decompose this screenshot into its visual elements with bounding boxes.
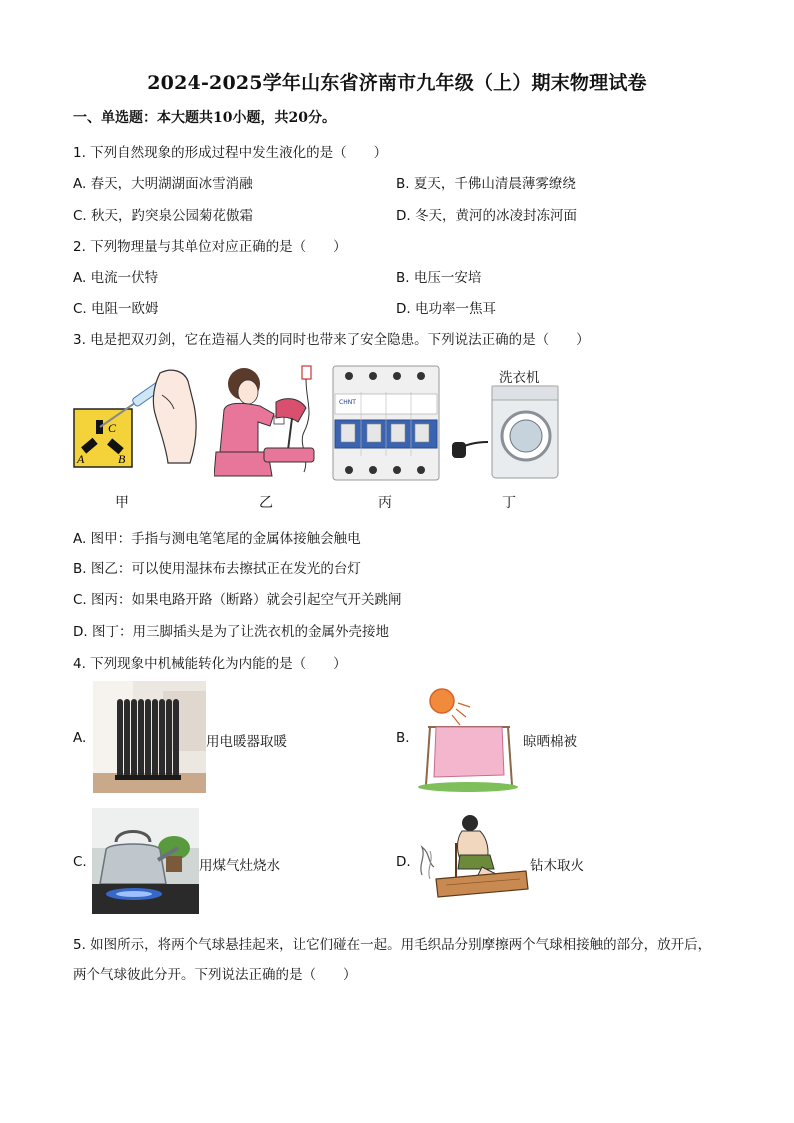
q2-stem: 2. 下列物理量与其单位对应正确的是（ ） [73, 239, 347, 255]
caption-jia: 甲 [115, 495, 129, 511]
figure-ding-washing-machine [452, 382, 564, 480]
socket-slot-c [96, 420, 103, 434]
q3-stem: 3. 电是把双刃剑，它在造福人类的同时也带来了安全隐患。下列说法正确的是（ ） [73, 332, 590, 348]
breaker-switch-3 [391, 424, 405, 442]
q2-option-d: D. 电功率一焦耳 [396, 301, 496, 317]
q4-option-a-text: 用电暖器取暖 [206, 734, 287, 750]
caption-yi: 乙 [259, 495, 273, 511]
q4-option-c-text: 用煤气灶烧水 [199, 858, 280, 874]
socket-label-b: B [118, 452, 126, 466]
figure-jia-socket-testpen [72, 365, 202, 470]
q4-option-b-letter: B. [396, 730, 410, 746]
q4-image-drilling-fire [416, 809, 530, 905]
three-pin-plug [452, 442, 466, 458]
q4-option-c-letter: C. [73, 854, 87, 870]
q4-image-gas-stove-kettle [92, 808, 199, 914]
caption-bing: 丙 [378, 495, 392, 511]
q5-stem-line2: 两个气球彼此分开。下列说法正确的是（ ） [73, 967, 357, 983]
figure-bing-circuit-breaker [331, 364, 441, 482]
caption-ding: 丁 [502, 495, 516, 511]
q4-stem: 4. 下列现象中机械能转化为内能的是（ ） [73, 656, 347, 672]
q4-image-electric-heater [93, 681, 206, 793]
sun-icon [430, 689, 454, 713]
q1-option-c: C. 秋天，趵突泉公园菊花傲霜 [73, 208, 254, 224]
q4-option-d-text: 钻木取火 [530, 858, 584, 874]
breaker-switch-4 [415, 424, 429, 442]
socket-label-a: A [77, 452, 85, 466]
q3-option-b: B. 图乙：可以使用湿抹布去擦拭正在发光的台灯 [73, 561, 361, 577]
q2-option-b: B. 电压一安培 [396, 270, 482, 286]
q1-option-a: A. 春天，大明湖湖面冰雪消融 [73, 176, 253, 192]
hand [153, 370, 196, 463]
q5-stem-line1: 5. 如图所示，将两个气球悬挂起来，让它们碰在一起。用毛织品分别摩擦两个气球相接触的部分，放开后， [73, 937, 712, 953]
q1-option-d: D. 冬天，黄河的冰凌封冻河面 [396, 208, 577, 224]
q2-option-c: C. 电阻一欧姆 [73, 301, 159, 317]
q2-option-a: A. 电流一伏特 [73, 270, 159, 286]
figure-yi-woman-lamp [214, 362, 326, 480]
q3-option-d: D. 图丁：用三脚插头是为了让洗衣机的金属外壳接地 [73, 624, 389, 640]
page-title: 2024-2025学年山东省济南市九年级（上）期末物理试卷 [147, 72, 647, 94]
q4-option-b-text: 晾晒棉被 [523, 734, 577, 750]
section-heading: 一、单选题：本大题共10小题，共20分。 [73, 110, 336, 126]
q1-stem: 1. 下列自然现象的形成过程中发生液化的是（ ） [73, 145, 388, 161]
q1-option-b: B. 夏天，千佛山清晨薄雾缭绕 [396, 176, 576, 192]
q4-image-drying-quilt [414, 681, 522, 793]
breaker-switch-1 [341, 424, 355, 442]
q3-option-a: A. 图甲：手指与测电笔笔尾的金属体接触会触电 [73, 531, 361, 547]
q4-option-a-letter: A. [73, 730, 87, 746]
wall-socket [302, 366, 311, 379]
q3-option-c: C. 图丙：如果电路开路（断路）就会引起空气开关跳闸 [73, 592, 402, 608]
q4-option-d-letter: D. [396, 854, 411, 870]
washer-label: 洗衣机 [499, 370, 540, 386]
socket-label-c: C [108, 421, 117, 435]
svg-text:CHNT: CHNT [339, 399, 356, 406]
breaker-switch-2 [367, 424, 381, 442]
